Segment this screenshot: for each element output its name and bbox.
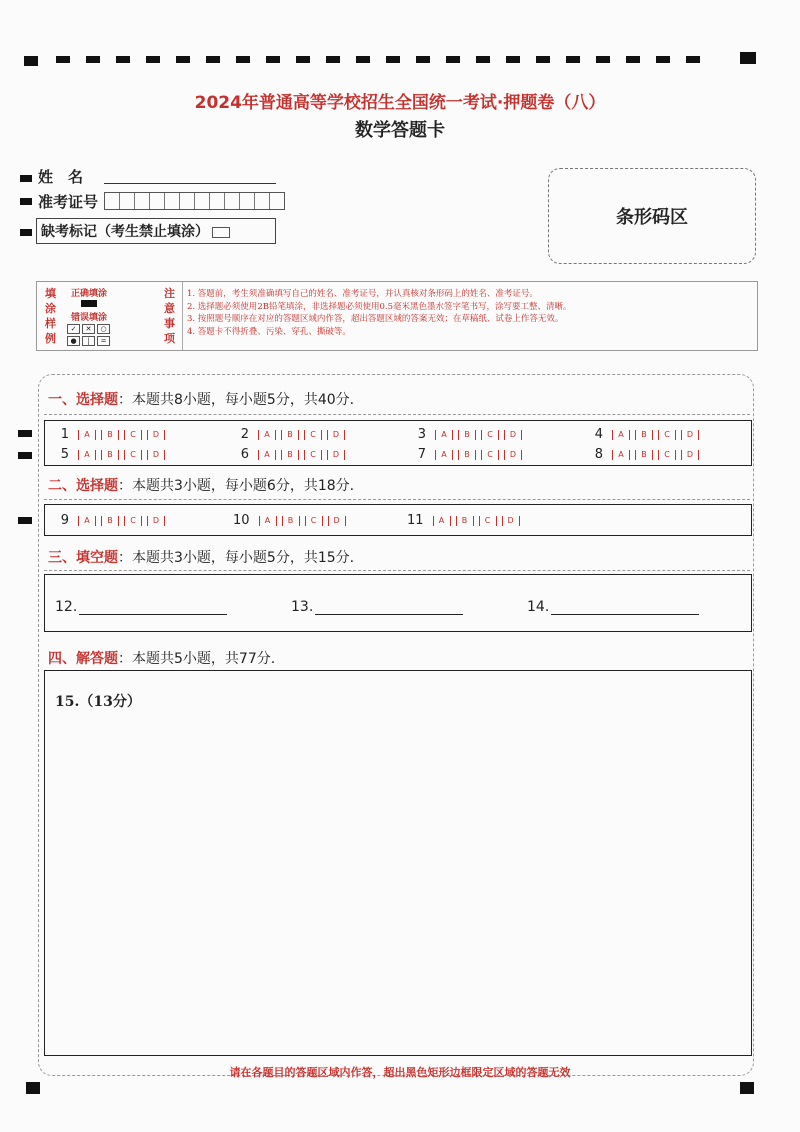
option-a[interactable]: A	[612, 450, 630, 460]
option-c[interactable]: C	[124, 430, 142, 440]
option-c[interactable]: C	[481, 450, 499, 460]
blank-14: 14.	[527, 599, 699, 615]
absent-mark-box	[36, 218, 276, 244]
section-4-title: 四、解答题：本题共5小题，共77分.	[48, 651, 276, 667]
option-a[interactable]: A	[258, 450, 276, 460]
absent-fill-box[interactable]	[212, 227, 230, 238]
name-label: 姓 名	[38, 168, 84, 186]
barcode-area	[548, 168, 756, 264]
notice-panel	[36, 281, 758, 351]
fill-blank-box	[44, 574, 752, 632]
question-15-label: 15.（13分）	[55, 694, 141, 710]
notice-rule: 1. 答题前，考生须准确填写自己的姓名、准考证号，并认真核对条形码上的姓名、准考证号。	[187, 289, 538, 299]
wrong-fill-label: 错误填涂	[71, 313, 108, 323]
name-field[interactable]	[104, 183, 276, 184]
option-a[interactable]: A	[612, 430, 630, 440]
option-d[interactable]: D	[504, 450, 522, 460]
essay-box[interactable]	[44, 670, 752, 1056]
notice-rule: 3. 按照题号顺序在对应的答题区域内作答，超出答题区域的答案无效；在草稿纸、试卷上作答无效。	[187, 314, 564, 324]
exam-id-boxes[interactable]	[104, 192, 285, 210]
blank-12: 12.	[55, 599, 227, 615]
option-b[interactable]: B	[101, 516, 119, 526]
question-11: 11 A B C D	[407, 513, 520, 528]
option-a[interactable]: A	[435, 450, 453, 460]
notice-rules	[187, 288, 757, 338]
mark-name	[20, 175, 32, 182]
question-8: 8 A B C D	[589, 447, 699, 462]
option-d[interactable]: D	[327, 430, 345, 440]
question-9: 9 A B C D	[55, 513, 165, 528]
option-c[interactable]: C	[124, 516, 142, 526]
option-a[interactable]: A	[258, 430, 276, 440]
option-d[interactable]: D	[147, 430, 165, 440]
question-10: 10 A B C D	[233, 513, 346, 528]
option-a[interactable]: A	[78, 450, 96, 460]
option-c[interactable]: C	[658, 450, 676, 460]
option-b[interactable]: B	[458, 450, 476, 460]
blank-13: 13.	[291, 599, 463, 615]
option-a[interactable]: A	[259, 516, 277, 526]
correct-fill-example	[81, 300, 97, 307]
footer-note: 请在各题目的答题区域内作答，超出黑色矩形边框限定区域的答题无效	[229, 1066, 571, 1079]
option-c[interactable]: C	[481, 430, 499, 440]
fill-sample-heading: 填 涂 样 例	[45, 287, 56, 345]
option-d[interactable]: D	[502, 516, 520, 526]
option-b[interactable]: B	[282, 516, 300, 526]
absent-label: 缺考标记（考生禁止填涂）	[41, 224, 209, 240]
option-c[interactable]: C	[658, 430, 676, 440]
blank-12-line[interactable]	[79, 600, 227, 615]
option-d[interactable]: D	[147, 516, 165, 526]
wrong-fill-examples: ✓ ✕ ○	[67, 324, 112, 334]
corner-mark-bottom-left	[26, 1082, 40, 1094]
option-d[interactable]: D	[327, 450, 345, 460]
option-a[interactable]: A	[435, 430, 453, 440]
option-b[interactable]: B	[458, 430, 476, 440]
option-a[interactable]: A	[78, 430, 96, 440]
answer-sheet-title: 数学答题卡	[355, 120, 445, 141]
corner-mark-bottom-right	[740, 1082, 754, 1094]
question-6: 6 A B C D	[235, 447, 345, 462]
question-2: 2 A B C D	[235, 427, 345, 442]
option-b[interactable]: B	[281, 450, 299, 460]
question-3: 3 A B C D	[412, 427, 522, 442]
option-c[interactable]: C	[124, 450, 142, 460]
notice-heading: 注 意 事 项	[164, 287, 175, 345]
option-d[interactable]: D	[147, 450, 165, 460]
notice-rule: 2. 选择题必须使用2B铅笔填涂，非选择题必须使用0.5毫米黑色墨水签字笔书写，涂写要工整、清晰。	[187, 301, 572, 312]
mc-box-2	[44, 504, 752, 536]
mc-box-1	[44, 420, 752, 466]
option-c[interactable]: C	[304, 430, 322, 440]
question-1: 1 A B C D	[55, 427, 165, 442]
question-4: 4 A B C D	[589, 427, 699, 442]
option-d[interactable]: D	[681, 450, 699, 460]
option-c[interactable]: C	[305, 516, 323, 526]
option-d[interactable]: D	[681, 430, 699, 440]
blank-14-line[interactable]	[551, 600, 699, 615]
option-b[interactable]: B	[635, 430, 653, 440]
option-b[interactable]: B	[635, 450, 653, 460]
option-b[interactable]: B	[456, 516, 474, 526]
option-b[interactable]: B	[101, 430, 119, 440]
section-2-title: 二、选择题：本题共3小题，每小题6分，共18分.	[48, 478, 355, 494]
option-d[interactable]: D	[504, 430, 522, 440]
exam-title: 2024年普通高等学校招生全国统一考试·押题卷（八）	[194, 93, 606, 113]
mark-absent	[20, 229, 32, 236]
question-5: 5 A B C D	[55, 447, 165, 462]
blank-13-line[interactable]	[315, 600, 463, 615]
option-d[interactable]: D	[328, 516, 346, 526]
section-1-title: 一、选择题：本题共8小题，每小题5分，共40分.	[48, 392, 355, 408]
notice-rule: 4. 答题卡不得折叠、污染、穿孔、撕破等。	[187, 326, 351, 337]
correct-fill-label: 正确填涂	[71, 289, 108, 299]
option-b[interactable]: B	[101, 450, 119, 460]
barcode-label: 条形码区	[616, 207, 688, 228]
section-3-title: 三、填空题：本题共3小题，每小题5分，共15分.	[48, 550, 355, 566]
option-a[interactable]: A	[433, 516, 451, 526]
exam-id-label: 准考证号	[38, 193, 99, 211]
mark-examid	[20, 198, 32, 205]
fill-sample: 正确填涂 错误填涂 ✓ ✕ ○ ● | =	[67, 286, 177, 348]
option-a[interactable]: A	[78, 516, 96, 526]
option-b[interactable]: B	[281, 430, 299, 440]
option-c[interactable]: C	[304, 450, 322, 460]
question-7: 7 A B C D	[412, 447, 522, 462]
option-c[interactable]: C	[479, 516, 497, 526]
